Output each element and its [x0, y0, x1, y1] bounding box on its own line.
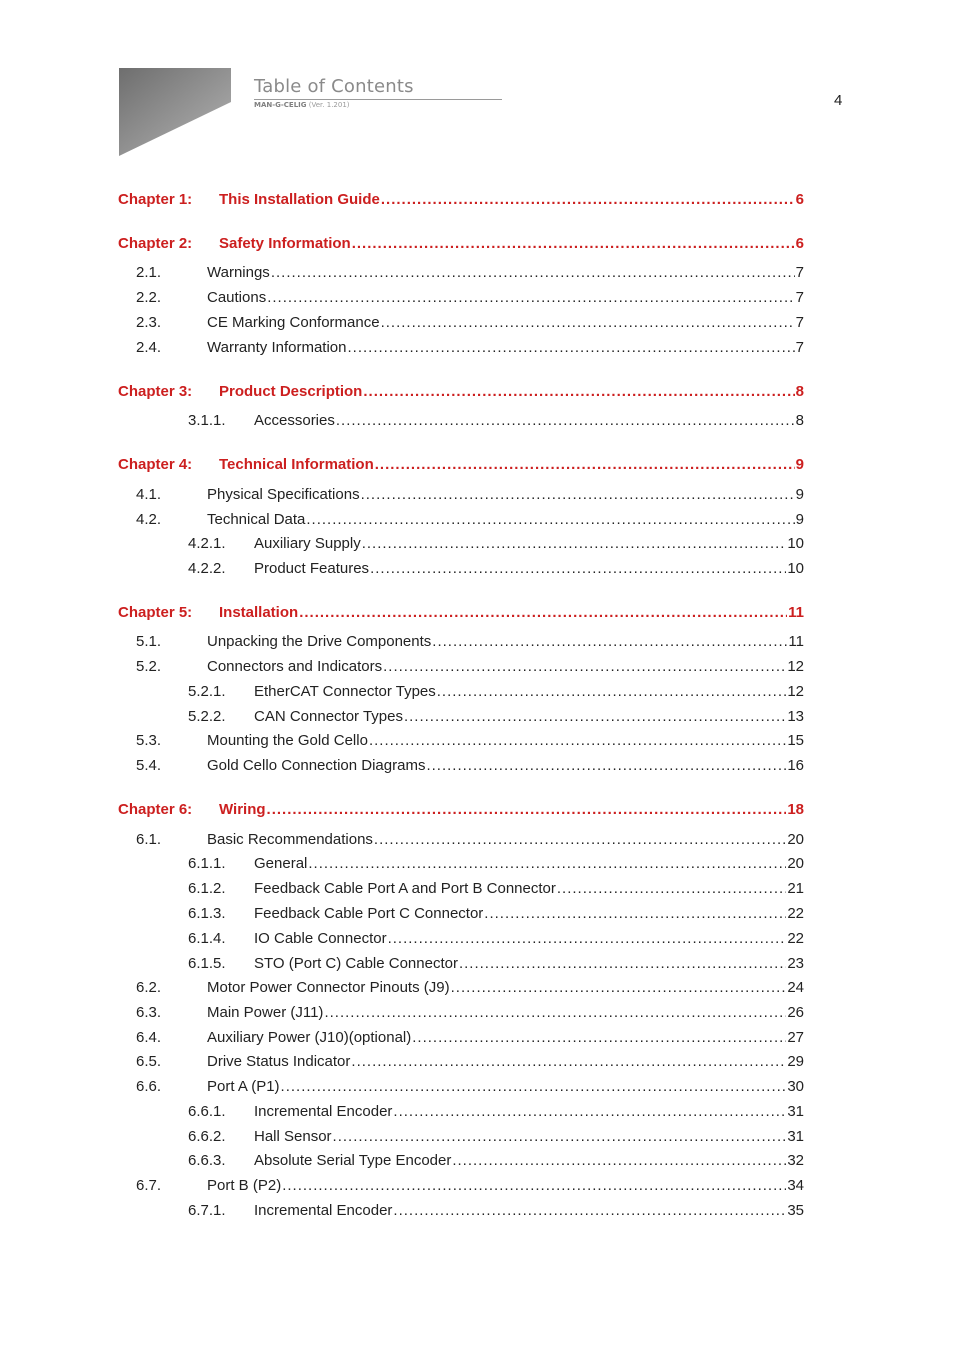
toc-entry-page: 9	[795, 456, 804, 473]
toc-entry[interactable]	[118, 1103, 804, 1125]
toc-entry-number: 6.1.	[136, 831, 162, 848]
toc-entry-title: CE Marking Conformance	[207, 314, 380, 331]
toc-entry-number: 2.2.	[136, 289, 162, 306]
doc-version: (Ver. 1.201)	[308, 101, 350, 109]
toc-leader-dots	[333, 1128, 787, 1145]
toc-entry[interactable]	[118, 314, 804, 336]
toc-leader-dots	[432, 633, 787, 650]
toc-entry[interactable]	[118, 1152, 804, 1174]
toc-entry[interactable]	[118, 535, 804, 557]
toc-entry-number: Chapter 6:	[118, 801, 193, 818]
toc-entry-page: 32	[787, 1152, 804, 1169]
toc-leader-dots	[369, 732, 786, 749]
toc-leader-dots	[306, 511, 794, 528]
toc-entry-page: 11	[788, 633, 804, 650]
toc-entry-number: 6.2.	[136, 979, 162, 996]
toc-entry[interactable]	[118, 289, 804, 311]
toc-entry-page: 12	[787, 658, 804, 675]
toc-entry-page: 7	[795, 289, 804, 306]
toc-entry-title: Wiring	[219, 801, 266, 818]
toc-entry-page: 22	[787, 930, 804, 947]
toc-entry[interactable]	[118, 955, 804, 977]
toc-entry-page: 23	[787, 955, 804, 972]
toc-entry-page: 35	[787, 1202, 804, 1219]
toc-entry-number: 5.4.	[136, 757, 162, 774]
toc-entry-title: Incremental Encoder	[254, 1103, 393, 1120]
toc-entry-title: Cautions	[207, 289, 267, 306]
toc-entry-number: 3.1.1.	[188, 412, 226, 429]
toc-leader-dots	[459, 955, 786, 972]
toc-entry[interactable]	[118, 1029, 804, 1051]
toc-entry-number: 6.1.1.	[188, 855, 226, 872]
toc-entry-number: 6.3.	[136, 1004, 162, 1021]
toc-entry[interactable]	[118, 1053, 804, 1075]
toc-leader-dots	[452, 1152, 786, 1169]
toc-chapter-entry[interactable]	[118, 801, 804, 823]
toc-entry-number: 5.2.1.	[188, 683, 226, 700]
toc-entry-number: 6.7.1.	[188, 1202, 226, 1219]
toc-leader-dots	[426, 757, 786, 774]
toc-entry-number: Chapter 3:	[118, 383, 193, 400]
toc-entry-page: 12	[787, 683, 804, 700]
toc-entry[interactable]	[118, 1128, 804, 1150]
header-title: Table of Contents	[254, 76, 414, 97]
toc-entry-title: Warranty Information	[207, 339, 347, 356]
toc-leader-dots	[324, 1004, 786, 1021]
toc-entry-title: Installation	[219, 604, 299, 621]
toc-leader-dots	[281, 1078, 787, 1095]
toc-entry-page: 15	[787, 732, 804, 749]
toc-entry-number: 4.2.1.	[188, 535, 226, 552]
toc-entry-number: 6.4.	[136, 1029, 162, 1046]
toc-leader-dots	[308, 855, 786, 872]
toc-entry-title: Feedback Cable Port A and Port B Connector	[254, 880, 556, 897]
toc-entry-number: 5.3.	[136, 732, 162, 749]
toc-entry-number: 6.1.3.	[188, 905, 226, 922]
toc-entry[interactable]	[118, 560, 804, 582]
toc-leader-dots	[336, 412, 795, 429]
toc-entry-title: CAN Connector Types	[254, 708, 403, 725]
toc-entry-page: 31	[787, 1128, 804, 1145]
toc-entry-page: 30	[787, 1078, 804, 1095]
toc-entry-page: 10	[787, 560, 804, 577]
toc-entry-page: 16	[787, 757, 804, 774]
toc-entry-page: 20	[787, 831, 804, 848]
toc-entry-title: Port B (P2)	[207, 1177, 282, 1194]
page-number: 4	[834, 92, 843, 109]
toc-leader-dots	[370, 560, 786, 577]
toc-entry-title: Main Power (J11)	[207, 1004, 324, 1021]
company-logo	[119, 68, 231, 156]
header-rule	[254, 99, 502, 100]
toc-entry[interactable]	[118, 905, 804, 927]
toc-entry-title: STO (Port C) Cable Connector	[254, 955, 458, 972]
toc-entry-page: 22	[787, 905, 804, 922]
doc-code: MAN-G-CELIG	[254, 101, 307, 109]
toc-entry-number: 5.1.	[136, 633, 162, 650]
toc-entry-number: 6.7.	[136, 1177, 162, 1194]
toc-entry-page: 11	[788, 604, 804, 621]
toc-entry[interactable]	[118, 339, 804, 361]
toc-leader-dots	[374, 831, 786, 848]
toc-leader-dots	[267, 801, 787, 818]
toc-entry-title: Technical Information	[219, 456, 374, 473]
toc-leader-dots	[271, 264, 795, 281]
toc-entry-number: 5.2.	[136, 658, 162, 675]
toc-entry-title: Connectors and Indicators	[207, 658, 383, 675]
toc-entry-title: Auxiliary Supply	[254, 535, 361, 552]
toc-chapter-entry[interactable]	[118, 604, 804, 626]
toc-leader-dots	[363, 383, 794, 400]
toc-entry-title: Port A (P1)	[207, 1078, 280, 1095]
toc-leader-dots	[393, 1202, 786, 1219]
toc-entry-number: 6.6.1.	[188, 1103, 226, 1120]
toc-entry-title: Hall Sensor	[254, 1128, 332, 1145]
toc-entry-title: EtherCAT Connector Types	[254, 683, 436, 700]
toc-entry-number: 6.6.3.	[188, 1152, 226, 1169]
toc-entry-page: 8	[795, 412, 804, 429]
toc-entry-page: 26	[787, 1004, 804, 1021]
toc-leader-dots	[351, 1053, 786, 1070]
toc-entry-page: 8	[795, 383, 804, 400]
toc-entry[interactable]	[118, 831, 804, 853]
toc-entry-title: Product Features	[254, 560, 370, 577]
toc-entry-number: 6.6.	[136, 1078, 162, 1095]
toc-leader-dots	[437, 683, 787, 700]
header-doc-version	[254, 101, 350, 109]
toc-entry-title: Warnings	[207, 264, 270, 281]
toc-entry-title: Motor Power Connector Pinouts (J9)	[207, 979, 450, 996]
toc-entry[interactable]	[118, 855, 804, 877]
toc-entry-page: 34	[787, 1177, 804, 1194]
toc-entry[interactable]	[118, 264, 804, 286]
toc-entry[interactable]	[118, 732, 804, 754]
toc-entry-number: Chapter 2:	[118, 235, 193, 252]
toc-entry-title: Accessories	[254, 412, 335, 429]
toc-leader-dots	[381, 191, 795, 208]
toc-chapter-entry[interactable]	[118, 456, 804, 478]
toc-leader-dots	[404, 708, 786, 725]
toc-entry-number: 4.2.	[136, 511, 162, 528]
toc-entry-page: 6	[795, 191, 804, 208]
toc-entry[interactable]	[118, 412, 804, 434]
toc-leader-dots	[299, 604, 787, 621]
toc-entry-number: 4.2.2.	[188, 560, 226, 577]
toc-entry-page: 7	[795, 314, 804, 331]
toc-entry-page: 18	[787, 801, 804, 818]
toc-entry-page: 9	[795, 511, 804, 528]
toc-entry-title: Auxiliary Power (J10)(optional)	[207, 1029, 412, 1046]
toc-entry[interactable]	[118, 683, 804, 705]
toc-entry-page: 31	[787, 1103, 804, 1120]
toc-entry-number: 2.3.	[136, 314, 162, 331]
toc-entry-title: Feedback Cable Port C Connector	[254, 905, 484, 922]
toc-entry-number: 6.5.	[136, 1053, 162, 1070]
toc-chapter-entry[interactable]	[118, 235, 804, 257]
toc-leader-dots	[451, 979, 787, 996]
toc-entry-page: 10	[787, 535, 804, 552]
toc-leader-dots	[412, 1029, 786, 1046]
toc-entry-title: Gold Cello Connection Diagrams	[207, 757, 426, 774]
toc-entry[interactable]	[118, 486, 804, 508]
toc-entry-number: 5.2.2.	[188, 708, 226, 725]
toc-entry-page: 20	[787, 855, 804, 872]
toc-entry[interactable]	[118, 979, 804, 1001]
toc-leader-dots	[393, 1103, 786, 1120]
toc-leader-dots	[362, 535, 787, 552]
toc-entry-title: Incremental Encoder	[254, 1202, 393, 1219]
toc-entry[interactable]	[118, 1078, 804, 1100]
toc-entry-page: 7	[795, 264, 804, 281]
toc-entry-page: 27	[787, 1029, 804, 1046]
toc-chapter-entry[interactable]	[118, 191, 804, 213]
toc-entry-number: 2.4.	[136, 339, 162, 356]
toc-leader-dots	[381, 314, 795, 331]
toc-entry-title: Product Description	[219, 383, 363, 400]
toc-entry-number: 6.1.4.	[188, 930, 226, 947]
toc-leader-dots	[348, 339, 795, 356]
toc-entry[interactable]	[118, 757, 804, 779]
toc-leader-dots	[557, 880, 786, 897]
toc-entry[interactable]	[118, 930, 804, 952]
toc-entry-title: Unpacking the Drive Components	[207, 633, 432, 650]
toc-leader-dots	[484, 905, 786, 922]
toc-entry-title: General	[254, 855, 308, 872]
toc-entry-title: Physical Specifications	[207, 486, 360, 503]
toc-entry[interactable]	[118, 633, 804, 655]
toc-entry-title: Technical Data	[207, 511, 306, 528]
toc-entry-page: 29	[787, 1053, 804, 1070]
toc-entry[interactable]	[118, 1004, 804, 1026]
toc-entry-number: 6.1.2.	[188, 880, 226, 897]
toc-entry[interactable]	[118, 708, 804, 730]
toc-leader-dots	[388, 930, 787, 947]
toc-leader-dots	[375, 456, 795, 473]
toc-entry-title: This Installation Guide	[219, 191, 380, 208]
toc-chapter-entry[interactable]	[118, 383, 804, 405]
toc-entry-number: 6.6.2.	[188, 1128, 226, 1145]
toc-leader-dots	[282, 1177, 786, 1194]
toc-entry[interactable]	[118, 1177, 804, 1199]
toc-entry-number: Chapter 4:	[118, 456, 193, 473]
toc-entry-page: 6	[795, 235, 804, 252]
toc-entry-title: Safety Information	[219, 235, 351, 252]
toc-leader-dots	[352, 235, 795, 252]
toc-entry-number: 6.1.5.	[188, 955, 226, 972]
toc-entry-number: Chapter 1:	[118, 191, 193, 208]
toc-entry-title: Absolute Serial Type Encoder	[254, 1152, 452, 1169]
toc-entry-page: 7	[795, 339, 804, 356]
toc-entry-number: Chapter 5:	[118, 604, 193, 621]
toc-leader-dots	[383, 658, 786, 675]
toc-leader-dots	[361, 486, 795, 503]
toc-entry[interactable]	[118, 511, 804, 533]
toc-entry[interactable]	[118, 658, 804, 680]
toc-entry-number: 4.1.	[136, 486, 162, 503]
toc-entry-title: Drive Status Indicator	[207, 1053, 351, 1070]
toc-leader-dots	[267, 289, 794, 306]
toc-entry-number: 2.1.	[136, 264, 162, 281]
toc-entry-page: 24	[787, 979, 804, 996]
toc-entry-title: IO Cable Connector	[254, 930, 387, 947]
toc-entry-page: 9	[795, 486, 804, 503]
toc-entry[interactable]	[118, 1202, 804, 1224]
toc-entry[interactable]	[118, 880, 804, 902]
toc-entry-page: 21	[787, 880, 804, 897]
toc-entry-page: 13	[787, 708, 804, 725]
toc-entry-title: Mounting the Gold Cello	[207, 732, 368, 749]
toc-entry-title: Basic Recommendations	[207, 831, 373, 848]
